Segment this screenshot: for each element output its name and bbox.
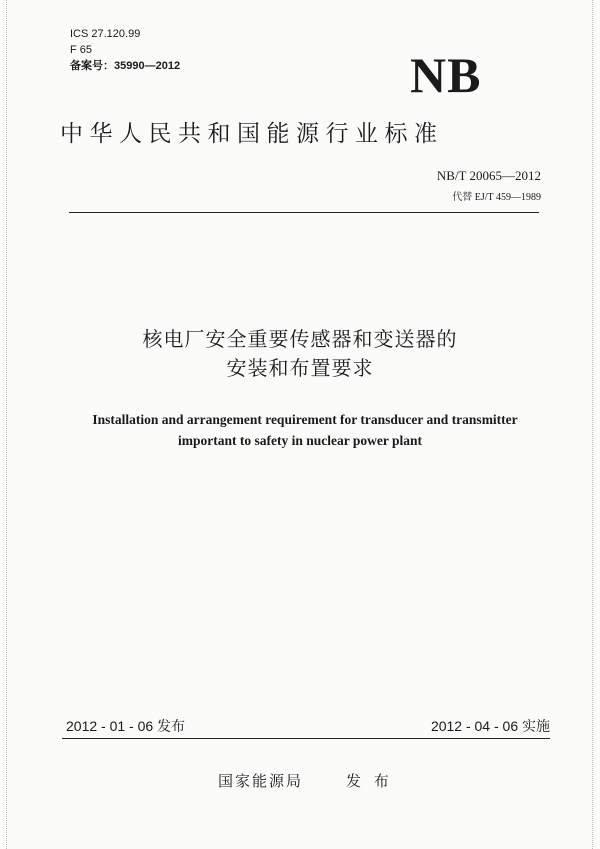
title-cn-line2: 安装和布置要求 xyxy=(226,356,374,380)
implement-date: 2012 - 04 - 06 实施 xyxy=(430,718,550,734)
classification-block xyxy=(70,26,180,74)
record-number: 备案号：35990—2012 xyxy=(70,60,181,72)
footer-divider xyxy=(62,738,550,739)
issuing-authority: 国家能源局 xyxy=(218,772,304,790)
issue-label: 发 布 xyxy=(346,772,393,790)
standard-category-title: 中华人民共和国能源行业标准 xyxy=(60,121,444,147)
header-divider xyxy=(69,212,539,213)
ics-code: ICS 27.120.99 xyxy=(70,28,141,40)
standard-number: NB/T 20065—2012 xyxy=(436,168,541,183)
title-cn-line1: 核电厂安全重要传感器和变送器的 xyxy=(142,327,458,351)
title-en-line2: important to safety in nuclear power plant xyxy=(178,433,422,448)
publish-date: 2012 - 01 - 06 发布 xyxy=(66,718,186,734)
title-en-line1: Installation and arrangement requirement for transducer and transmitter xyxy=(92,412,518,427)
ccs-code: F 65 xyxy=(70,44,93,56)
replaces-standard: 代替 EJ/T 459—1989 xyxy=(452,192,541,203)
nb-logo: NB xyxy=(410,47,482,103)
